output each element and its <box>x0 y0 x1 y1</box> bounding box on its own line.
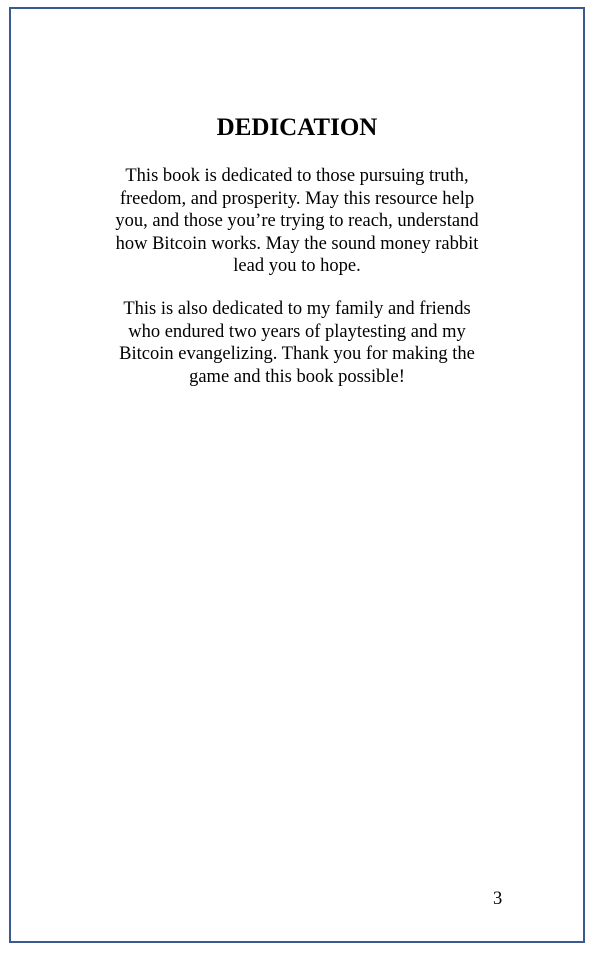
paragraph-line: Bitcoin evangelizing. Thank you for making the <box>119 344 475 364</box>
paragraph-line: This is also dedicated to my family and friends <box>123 299 471 319</box>
dedication-title: DEDICATION <box>216 114 378 141</box>
paragraph-line: freedom, and prosperity. May this resource help <box>119 188 475 209</box>
paragraph-line: game and this book possible! <box>189 366 405 387</box>
paragraph-line: lead you to hope. <box>233 256 361 276</box>
paragraph-line: This book is dedicated to those pursuing truth, <box>125 166 469 186</box>
dedication-paragraph-2 <box>11 298 583 388</box>
dedication-paragraph-1 <box>11 165 583 278</box>
paragraph-line: who endured two years of playtesting and my <box>128 321 466 342</box>
paragraph-line: you, and those you’re trying to reach, understand <box>115 211 479 231</box>
paragraph-line: how Bitcoin works. May the sound money rabbit <box>115 233 479 254</box>
document-page <box>9 7 585 943</box>
page-number: 3 <box>493 889 503 909</box>
